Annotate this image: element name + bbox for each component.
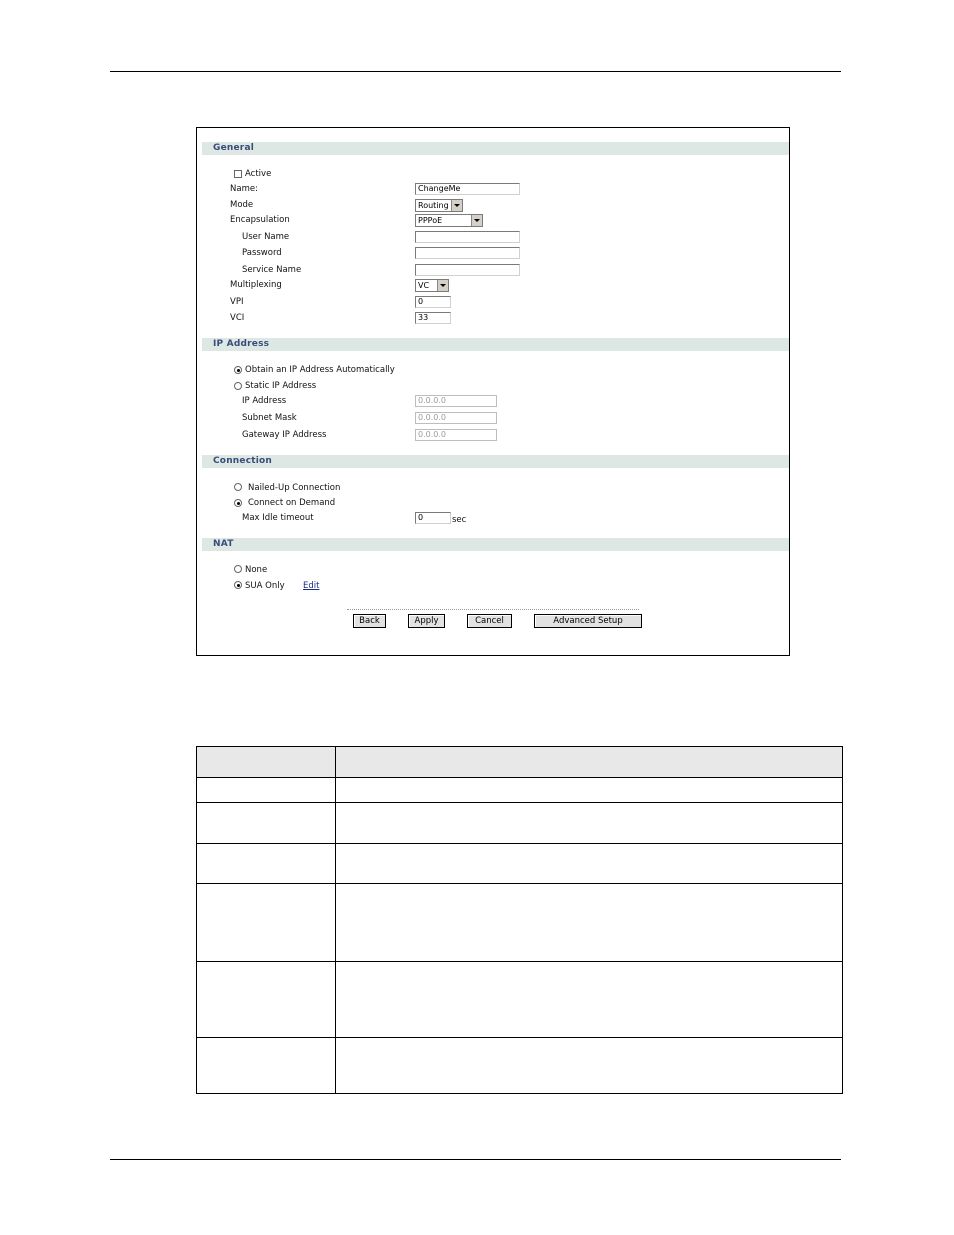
top-rule — [110, 71, 841, 72]
section-band-connection — [202, 455, 789, 468]
table-cell — [336, 778, 843, 803]
vci-input[interactable]: 33 — [415, 312, 451, 324]
encapsulation-label: Encapsulation — [230, 215, 290, 225]
encapsulation-select[interactable] — [415, 214, 483, 227]
table-header-cell — [197, 747, 336, 778]
nat-none-radio[interactable] — [234, 565, 242, 573]
section-band-nat — [202, 538, 789, 551]
max-idle-unit: sec — [452, 515, 467, 525]
section-title-connection: Connection — [213, 456, 273, 466]
table-row — [197, 803, 843, 844]
table-cell — [197, 1038, 336, 1094]
name-label: Name: — [230, 184, 258, 194]
table-row — [197, 884, 843, 962]
vci-label: VCI — [230, 313, 245, 323]
apply-button[interactable]: Apply — [408, 614, 445, 628]
connect-on-demand-label: Connect on Demand — [248, 498, 336, 508]
table-cell — [197, 778, 336, 803]
wan-setup-panel — [196, 127, 790, 656]
chevron-down-icon — [437, 280, 448, 291]
vpi-input[interactable]: 0 — [415, 296, 451, 308]
mode-select-value: Routing — [418, 201, 449, 210]
user-name-input[interactable] — [415, 231, 520, 243]
back-button[interactable]: Back — [353, 614, 386, 628]
password-label: Password — [242, 248, 282, 258]
chevron-down-icon — [471, 215, 482, 226]
obtain-auto-radio[interactable] — [234, 366, 242, 374]
table-cell — [336, 844, 843, 884]
service-name-input[interactable] — [415, 264, 520, 276]
obtain-auto-label: Obtain an IP Address Automatically — [245, 365, 395, 375]
name-input[interactable]: ChangeMe — [415, 183, 520, 195]
encapsulation-select-value: PPPoE — [418, 216, 443, 225]
static-ip-radio[interactable] — [234, 382, 242, 390]
table-cell — [336, 1038, 843, 1094]
table-cell — [336, 884, 843, 962]
ip-address-input[interactable]: 0.0.0.0 — [415, 395, 497, 407]
vpi-label: VPI — [230, 297, 244, 307]
gateway-ip-input[interactable]: 0.0.0.0 — [415, 429, 497, 441]
table-cell — [336, 803, 843, 844]
table-cell — [197, 803, 336, 844]
section-band-general — [202, 142, 789, 155]
description-table — [196, 746, 843, 1094]
user-name-label: User Name — [242, 232, 290, 242]
nat-none-label: None — [245, 565, 268, 575]
table-row — [197, 844, 843, 884]
table-cell — [197, 844, 336, 884]
multiplexing-select-value: VC — [418, 281, 430, 290]
table-row — [197, 1038, 843, 1094]
subnet-mask-label: Subnet Mask — [242, 413, 297, 423]
nailed-up-radio[interactable] — [234, 483, 242, 491]
chevron-down-icon — [451, 200, 462, 211]
section-band-ip-address — [202, 338, 789, 351]
connect-on-demand-radio[interactable] — [234, 499, 242, 507]
multiplexing-label: Multiplexing — [230, 280, 282, 290]
bottom-rule — [110, 1159, 841, 1160]
mode-select[interactable] — [415, 199, 463, 212]
nat-edit-link[interactable]: Edit — [303, 581, 320, 591]
sua-only-radio[interactable] — [234, 581, 242, 589]
cancel-button[interactable]: Cancel — [467, 614, 512, 628]
max-idle-timeout-input[interactable]: 0 — [415, 512, 451, 524]
table-row — [197, 778, 843, 803]
section-title-ip-address: IP Address — [213, 339, 270, 349]
gateway-ip-label: Gateway IP Address — [242, 430, 327, 440]
password-input[interactable] — [415, 247, 520, 259]
ip-address-label: IP Address — [242, 396, 287, 406]
table-cell — [197, 962, 336, 1038]
static-ip-label: Static IP Address — [245, 381, 317, 391]
section-title-general: General — [213, 143, 254, 153]
multiplexing-select[interactable] — [415, 279, 449, 292]
button-divider — [347, 609, 639, 610]
active-checkbox[interactable] — [234, 170, 242, 178]
section-title-nat: NAT — [213, 539, 234, 549]
service-name-label: Service Name — [242, 265, 302, 275]
table-header-row — [197, 747, 843, 778]
mode-label: Mode — [230, 200, 254, 210]
advanced-setup-button[interactable]: Advanced Setup — [534, 614, 642, 628]
table-cell — [336, 962, 843, 1038]
sua-only-label: SUA Only — [245, 581, 285, 591]
table-header-cell — [336, 747, 843, 778]
active-label: Active — [245, 169, 272, 179]
table-cell — [197, 884, 336, 962]
subnet-mask-input[interactable]: 0.0.0.0 — [415, 412, 497, 424]
nailed-up-label: Nailed-Up Connection — [248, 483, 341, 493]
table-row — [197, 962, 843, 1038]
max-idle-timeout-label: Max Idle timeout — [242, 513, 314, 523]
